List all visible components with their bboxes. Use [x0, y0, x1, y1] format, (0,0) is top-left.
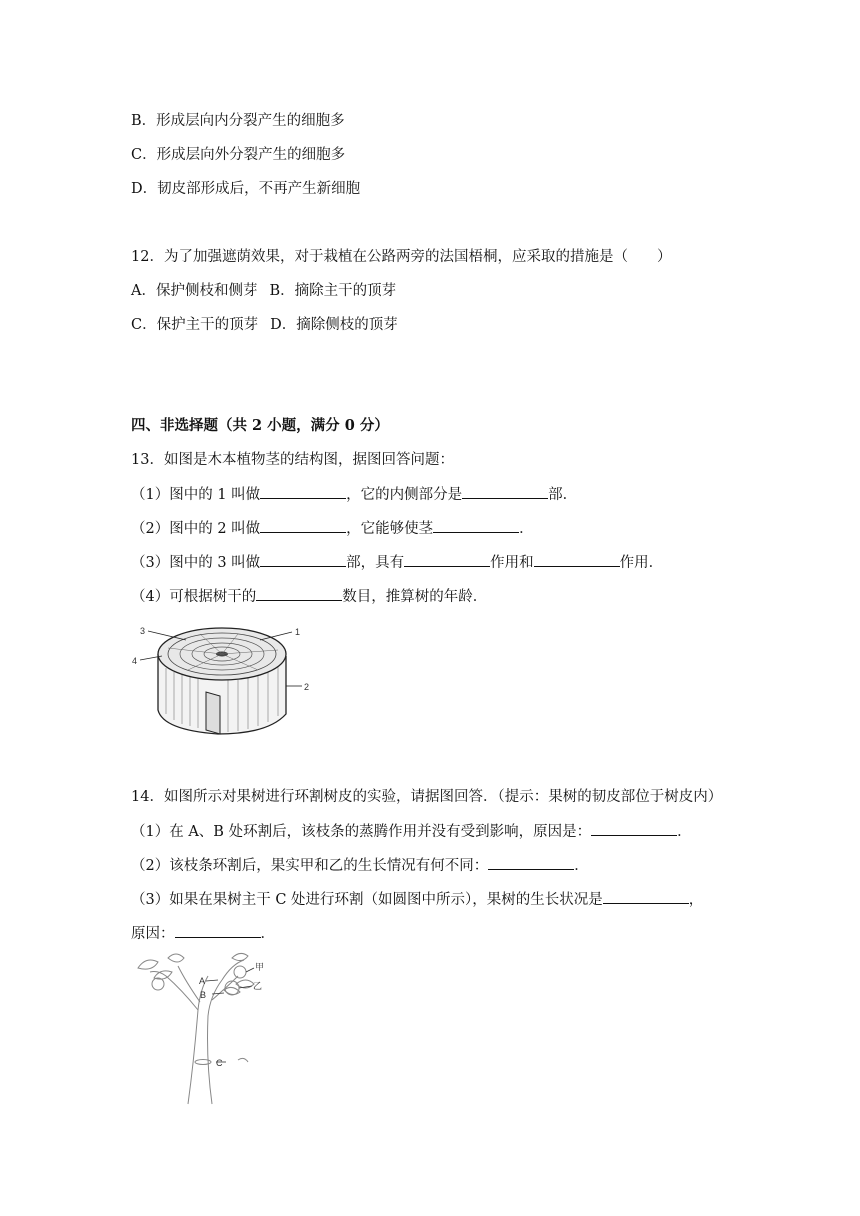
answer-blank	[433, 518, 519, 533]
tree-label-b: B	[200, 990, 207, 1000]
stem-label-3: 3	[140, 626, 146, 636]
q13-stem: 13．如图是木本植物茎的结构图，据图回答问题：	[131, 452, 454, 468]
q11-option-d: D．韧皮部形成后，不再产生新细胞	[131, 181, 361, 197]
q14-stem: 14．如图所示对果树进行环割树皮的实验，请据图回答．（提示：果树的韧皮部位于树皮内）	[131, 789, 723, 805]
q13-sub4: （4）可根据树干的 数目，推算树的年龄．	[131, 586, 487, 607]
fruit-tree-figure	[128, 950, 268, 1110]
q14-sub2: （2）该枝条环割后，果实甲和乙的生长情况有何不同： ．	[131, 855, 589, 876]
answer-blank	[404, 552, 490, 567]
answer-blank	[260, 484, 346, 499]
q14-sub3-reason: 原因： ．	[131, 923, 275, 944]
answer-blank	[591, 821, 677, 836]
stem-label-4: 4	[132, 656, 138, 666]
tree-label-yi: 乙	[253, 981, 263, 991]
q14-sub1: （1）在 A、B 处环割后，该枝条的蒸腾作用并没有受到影响，原因是： ．	[131, 821, 692, 842]
q12-options-row1	[131, 281, 396, 301]
tree-label-a: A	[199, 976, 206, 986]
answer-blank	[534, 552, 620, 567]
answer-blank	[260, 552, 346, 567]
q12-option-c: C．保护主干的顶芽	[131, 317, 259, 333]
answer-blank	[256, 586, 342, 601]
stem-label-2: 2	[304, 682, 310, 692]
q12-option-b: B．摘除主干的顶芽	[269, 283, 397, 299]
q12-option-d: D．摘除侧枝的顶芽	[270, 317, 398, 333]
answer-blank	[462, 484, 548, 499]
tree-label-c: C	[216, 1058, 223, 1068]
stem-structure-figure	[128, 618, 318, 742]
answer-blank	[488, 855, 574, 870]
q13-sub2: （2）图中的 2 叫做 ，它能够使茎 ．	[131, 518, 534, 539]
tree-label-jia: 甲	[255, 962, 265, 972]
section-title: 四、非选择题（共 2 小题，满分 0 分）	[131, 417, 389, 434]
q12-options-row2	[131, 315, 398, 335]
q14-sub3: （3）如果在果树主干 C 处进行环割（如圆图中所示），果树的生长状况是 ，	[131, 889, 703, 910]
q12-stem: 12．为了加强遮荫效果，对于栽植在公路两旁的法国梧桐，应采取的措施是（ ）	[131, 249, 672, 265]
q13-sub1: （1）图中的 1 叫做 ，它的内侧部分是 部．	[131, 484, 577, 505]
q11-option-c: C．形成层向外分裂产生的细胞多	[131, 147, 346, 163]
answer-blank	[603, 889, 689, 904]
q11-option-b: B．形成层向内分裂产生的细胞多	[131, 113, 345, 129]
answer-blank	[175, 923, 261, 938]
stem-label-1: 1	[295, 627, 301, 637]
q12-option-a: A．保护侧枝和侧芽	[131, 283, 258, 299]
answer-blank	[260, 518, 346, 533]
q13-sub3: （3）图中的 3 叫做 部，具有 作用和 作用．	[131, 552, 663, 573]
